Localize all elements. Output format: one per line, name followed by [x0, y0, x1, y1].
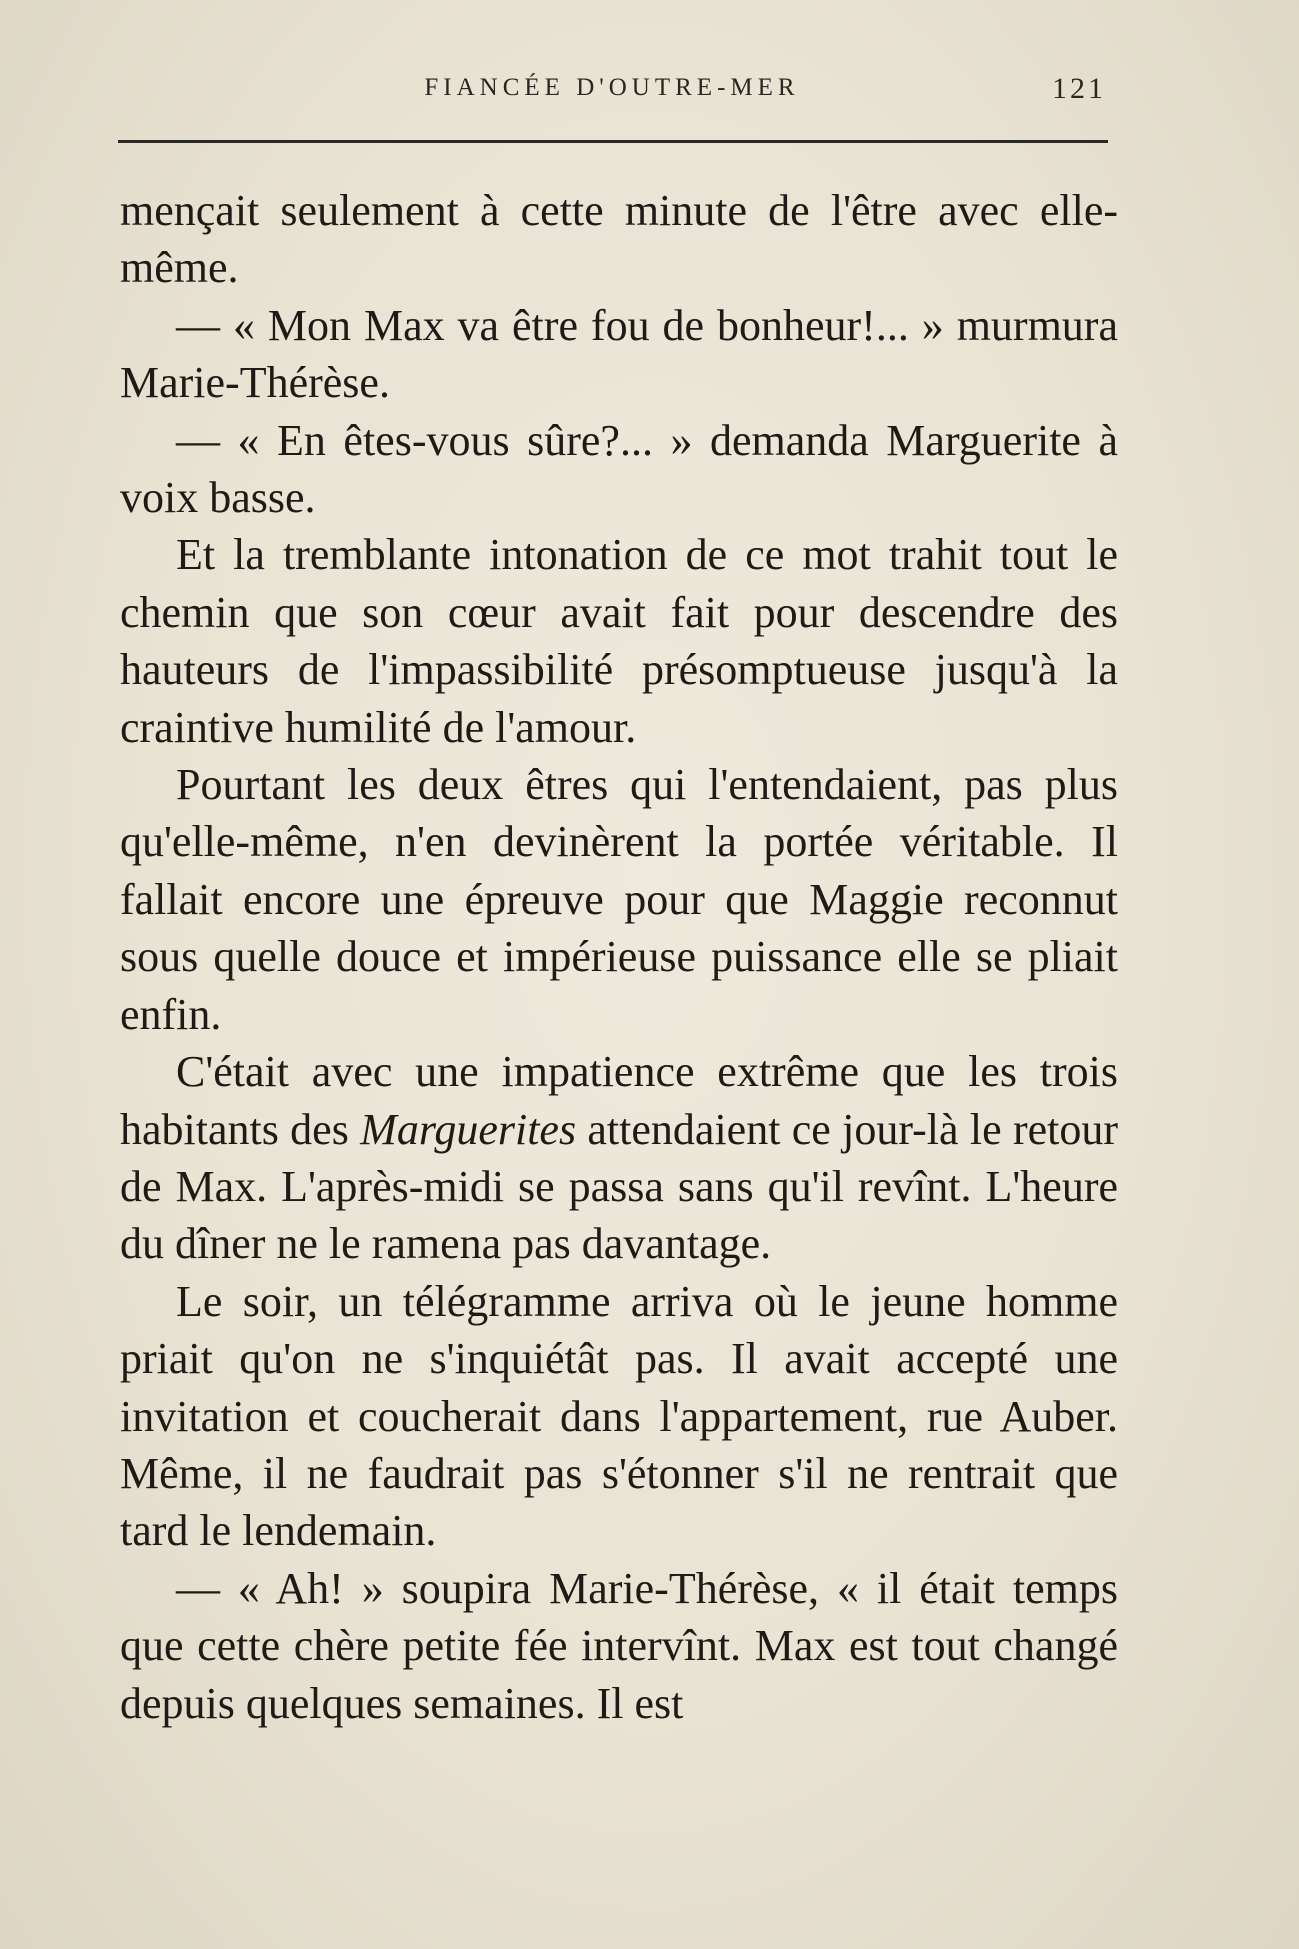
paragraph: Le soir, un télégramme arriva où le jeune homme priait qu'on ne s'inquiétât pas. Il avait accepté une invitation et coucherait dans l'appartement, rue Auber. Même, il ne faudrait pas s'étonner s'il ne rentrait que tard le lendemain. — [120, 1276, 1118, 1556]
paragraph: — « En êtes-vous sûre?... » demanda Marguerite à voix basse. — [120, 415, 1118, 523]
paragraph: mençait seulement à cette minute de l'être avec elle-même. — [120, 186, 1118, 293]
paragraph: — « Mon Max va être fou de bonheur!... » murmura Marie-Thérèse. — [120, 300, 1118, 408]
paragraph: Pourtant les deux êtres qui l'entendaient, pas plus qu'elle-même, n'en devinèrent la portée véritable. Il fallait encore une épreuve pour que Maggie reconnut sous quelle douce et impérieuse puissance elle se pliait enfin. — [120, 760, 1118, 1039]
villa-name: Marguerites — [360, 1104, 577, 1154]
page-header — [118, 70, 1106, 110]
paragraph-text: C'était avec une impatience extrême que les trois habitants des — [120, 1047, 1118, 1154]
paragraph: — « Ah! » soupira Marie-Thérèse, « il était temps que cette chère petite fée intervînt. Max est tout changé depuis quelques semaines. Il est — [120, 1563, 1118, 1728]
page-number: 121 — [1052, 72, 1106, 105]
paragraph-text: attendaient ce jour-là le retour de Max. L'après-midi se passa sans qu'il revînt. L'heure du dîner ne le ramena pas davantage. — [120, 1104, 1118, 1269]
running-title: FIANCÉE D'OUTRE-MER — [424, 74, 800, 101]
paragraph — [120, 1043, 1118, 1273]
body-text — [120, 182, 1118, 1732]
paragraph: Et la tremblante intonation de ce mot trahit tout le chemin que son cœur avait fait pour descendre des hauteurs de l'impassibilité présomptueuse jusqu'à la craintive humilité de l'amour. — [120, 530, 1118, 752]
header-rule — [118, 140, 1108, 143]
